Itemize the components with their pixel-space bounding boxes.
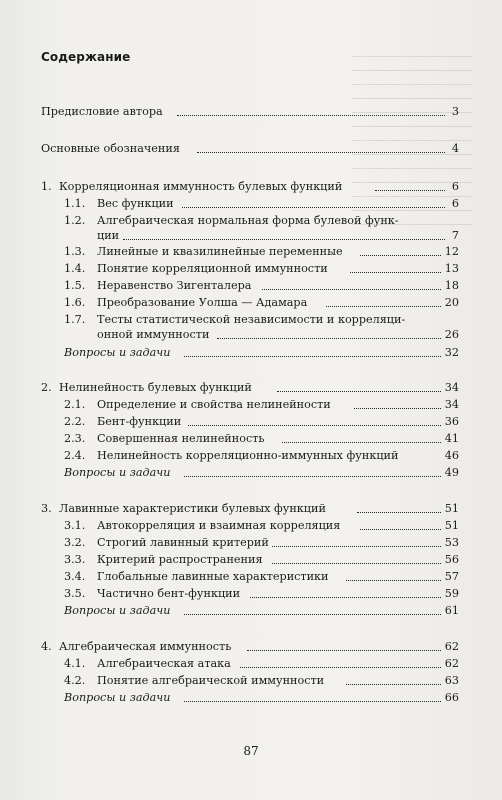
dot-leader (357, 512, 441, 513)
entry-title: Преобразование Уолша — Адамара (97, 296, 308, 309)
toc-section-1-6 (64, 295, 459, 311)
entry-number: 4. (41, 640, 52, 653)
entry-number: 4.1. (64, 657, 86, 670)
entry-number: 4.2. (64, 674, 86, 687)
toc-questions-4 (64, 690, 459, 706)
entry-page: 4 (451, 142, 459, 155)
dot-leader (277, 391, 441, 392)
entry-title: Лавинные характеристики булевых функций (59, 502, 326, 515)
toc-section-1-2-continuation (97, 228, 459, 244)
entry-title: Корреляционная иммунность булевых функций (59, 180, 343, 193)
dot-leader (182, 207, 445, 208)
dot-leader (197, 152, 445, 153)
entry-number: 3.3. (64, 553, 86, 566)
toc-entry-notation (41, 141, 459, 157)
entry-page: 57 (444, 570, 459, 583)
entry-title: Нелинейность корреляционно-иммунных функций (97, 449, 399, 462)
entry-page: 34 (444, 398, 459, 411)
dot-leader (350, 272, 441, 273)
entry-title: Алгебраическая атака (97, 657, 231, 670)
entry-number: 1.7. (64, 313, 86, 326)
entry-page: 61 (444, 604, 459, 617)
entry-page: 41 (444, 432, 459, 445)
entry-title: Бент-функции (97, 415, 182, 428)
entry-page: 26 (444, 328, 459, 341)
entry-number: 2.1. (64, 398, 86, 411)
dot-leader (346, 684, 441, 685)
entry-title: Предисловие автора (41, 105, 163, 118)
entry-title: Алгебраическая нормальная форма булевой функ- (97, 214, 399, 227)
toc-section-3-4 (64, 569, 459, 585)
entry-page: 3 (451, 105, 459, 118)
toc-section-1-2 (64, 213, 459, 229)
entry-page: 51 (444, 519, 459, 532)
dot-leader (250, 597, 441, 598)
dot-leader (282, 442, 441, 443)
entry-title: Вопросы и задачи (64, 466, 171, 479)
dot-leader (375, 190, 445, 191)
toc-section-3-3 (64, 552, 459, 568)
dot-leader (326, 306, 441, 307)
entry-number: 1.4. (64, 262, 86, 275)
toc-section-4-2 (64, 673, 459, 689)
entry-title-continuation: ции (97, 229, 120, 242)
toc-section-4-1 (64, 656, 459, 672)
entry-page: 59 (444, 587, 459, 600)
entry-number: 2. (41, 381, 52, 394)
entry-title: Автокорреляция и взаимная корреляция (97, 519, 341, 532)
entry-page: 13 (444, 262, 459, 275)
entry-page: 49 (444, 466, 459, 479)
entry-title: Алгебраическая иммунность (59, 640, 232, 653)
toc-section-1-7 (64, 312, 459, 328)
entry-title: Нелинейность булевых функций (59, 381, 252, 394)
toc-chapter-1 (41, 179, 459, 195)
toc-heading: Содержание (41, 50, 131, 64)
entry-number: 3.4. (64, 570, 86, 583)
dot-leader (262, 289, 441, 290)
entry-page: 6 (451, 180, 459, 193)
entry-number: 2.2. (64, 415, 86, 428)
dot-leader (240, 667, 441, 668)
entry-page: 63 (444, 674, 459, 687)
entry-page: 18 (444, 279, 459, 292)
entry-page: 7 (451, 229, 459, 242)
entry-number: 3. (41, 502, 52, 515)
entry-page: 62 (444, 657, 459, 670)
toc-section-1-1 (64, 196, 459, 212)
dot-leader (188, 425, 441, 426)
toc-questions-3 (64, 603, 459, 619)
entry-title-continuation: онной иммунности (97, 328, 210, 341)
entry-number: 1.2. (64, 214, 86, 227)
entry-number: 3.2. (64, 536, 86, 549)
entry-title: Понятие корреляционной иммунности (97, 262, 328, 275)
entry-title: Частично бент-функции (97, 587, 241, 600)
entry-page: 56 (444, 553, 459, 566)
toc-section-1-7-continuation (97, 327, 459, 343)
entry-title: Вопросы и задачи (64, 691, 171, 704)
dot-leader (184, 614, 441, 615)
dot-leader (346, 580, 441, 581)
dot-leader (247, 650, 441, 651)
entry-number: 1.5. (64, 279, 86, 292)
dot-leader (272, 563, 441, 564)
entry-title: Критерий распространения (97, 553, 263, 566)
entry-number: 1.1. (64, 197, 86, 210)
entry-title: Определение и свойства нелинейности (97, 398, 331, 411)
toc-section-3-1 (64, 518, 459, 534)
entry-page: 6 (451, 197, 459, 210)
entry-page: 62 (444, 640, 459, 653)
dot-leader (354, 408, 441, 409)
entry-number: 1.3. (64, 245, 86, 258)
toc-section-2-2 (64, 414, 459, 430)
toc-section-3-2 (64, 535, 459, 551)
entry-title: Понятие алгебраической иммунности (97, 674, 325, 687)
entry-page: 20 (444, 296, 459, 309)
toc-section-1-4 (64, 261, 459, 277)
dot-leader (184, 701, 441, 702)
toc-section-2-4 (64, 448, 459, 464)
dot-leader (184, 356, 441, 357)
toc-chapter-2 (41, 380, 459, 396)
dot-leader (360, 255, 441, 256)
entry-number: 3.5. (64, 587, 86, 600)
entry-number: 3.1. (64, 519, 86, 532)
entry-number: 2.3. (64, 432, 86, 445)
toc-questions-1 (64, 345, 459, 361)
dot-leader (272, 546, 441, 547)
entry-title: Вопросы и задачи (64, 346, 171, 359)
toc-entry-preface (41, 104, 459, 120)
entry-page: 51 (444, 502, 459, 515)
entry-page: 32 (444, 346, 459, 359)
entry-title: Совершенная нелинейность (97, 432, 265, 445)
dot-leader (184, 476, 441, 477)
entry-page: 46 (444, 449, 459, 462)
toc-section-2-3 (64, 431, 459, 447)
toc-section-1-5 (64, 278, 459, 294)
toc-section-1-3 (64, 244, 459, 260)
toc-chapter-4 (41, 639, 459, 655)
entry-title: Глобальные лавинные характеристики (97, 570, 329, 583)
toc-section-2-1 (64, 397, 459, 413)
entry-title: Основные обозначения (41, 142, 180, 155)
toc-questions-2 (64, 465, 459, 481)
toc-chapter-3 (41, 501, 459, 517)
entry-title: Неравенство Зигенталера (97, 279, 252, 292)
entry-page: 66 (444, 691, 459, 704)
dot-leader (123, 239, 445, 240)
entry-title: Вес функции (97, 197, 174, 210)
entry-title: Тесты статистической независимости и корреляци- (97, 313, 406, 326)
entry-number: 1. (41, 180, 52, 193)
dot-leader (217, 338, 441, 339)
dot-leader (360, 529, 441, 530)
entry-page: 53 (444, 536, 459, 549)
entry-page: 12 (444, 245, 459, 258)
dot-leader (177, 115, 445, 116)
toc-section-3-5 (64, 586, 459, 602)
entry-title: Вопросы и задачи (64, 604, 171, 617)
entry-page: 36 (444, 415, 459, 428)
entry-page: 34 (444, 381, 459, 394)
page-number: 87 (243, 744, 259, 758)
entry-title: Линейные и квазилинейные переменные (97, 245, 343, 258)
entry-number: 2.4. (64, 449, 86, 462)
entry-title: Строгий лавинный критерий (97, 536, 269, 549)
entry-number: 1.6. (64, 296, 86, 309)
